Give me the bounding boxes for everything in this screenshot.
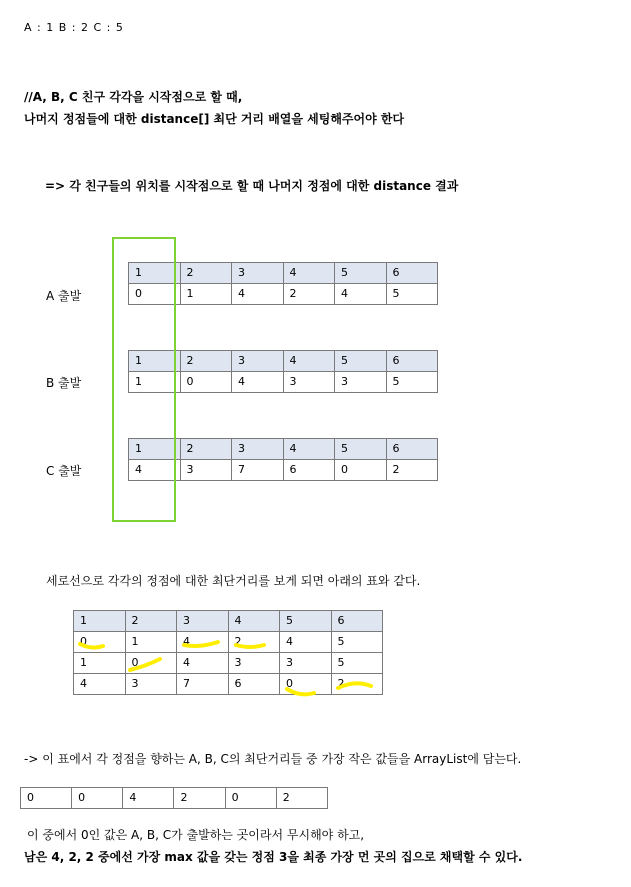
table-label-b: B 출발: [46, 376, 82, 390]
min-list-table: [20, 787, 328, 809]
table-header-row: 1 2 3 4 5 6: [129, 351, 438, 372]
distance-table-a: [128, 262, 438, 305]
table-row: 4 3 7 6 0 2: [74, 674, 383, 695]
vertical-note: 세로선으로 각각의 정점에 대한 최단거리를 보게 되면 아래의 표와 같다.: [46, 574, 421, 588]
table-row: 4 3 7 6 0 2: [129, 460, 438, 481]
table-row: 0 1 4 2 4 5: [129, 284, 438, 305]
table-label-c: C 출발: [46, 464, 82, 478]
comment-line-1: //A, B, C 친구 각각을 시작점으로 할 때,: [24, 90, 243, 104]
distance-table-b: [128, 350, 438, 393]
distance-table-c: [128, 438, 438, 481]
conclusion-line-1: 이 중에서 0인 값은 A, B, C가 출발하는 곳이라서 무시해야 하고,: [27, 828, 365, 842]
table-label-a: A 출발: [46, 289, 82, 303]
conclusion-line-2: 남은 4, 2, 2 중에선 가장 max 값을 갖는 정점 3을 최종 가장 먼 곳의 집으로 채택할 수 있다.: [24, 850, 523, 864]
table-header-row: 1 2 3 4 5 6: [129, 439, 438, 460]
arraylist-note: -> 이 표에서 각 정점을 향하는 A, B, C의 최단거리들 중 가장 작은 값들을 ArrayList에 담는다.: [24, 752, 522, 766]
combined-table: [73, 610, 383, 695]
table-row: 0 1 4 2 4 5: [74, 632, 383, 653]
result-intro: => 각 친구들의 위치를 시작점으로 할 때 나머지 정점에 대한 distance 결과: [45, 179, 459, 193]
table-row: 1 0 4 3 3 5: [129, 372, 438, 393]
comment-line-2: 나머지 정점들에 대한 distance[] 최단 거리 배열을 세팅해주어야 한다: [24, 112, 405, 126]
ratio-line: A : 1 B : 2 C : 5: [24, 21, 124, 34]
table-header-row: 1 2 3 4 5 6: [74, 611, 383, 632]
table-row: 0 0 4 2 0 2: [21, 788, 328, 809]
table-header-row: 1 2 3 4 5 6: [129, 263, 438, 284]
table-row: 1 0 4 3 3 5: [74, 653, 383, 674]
